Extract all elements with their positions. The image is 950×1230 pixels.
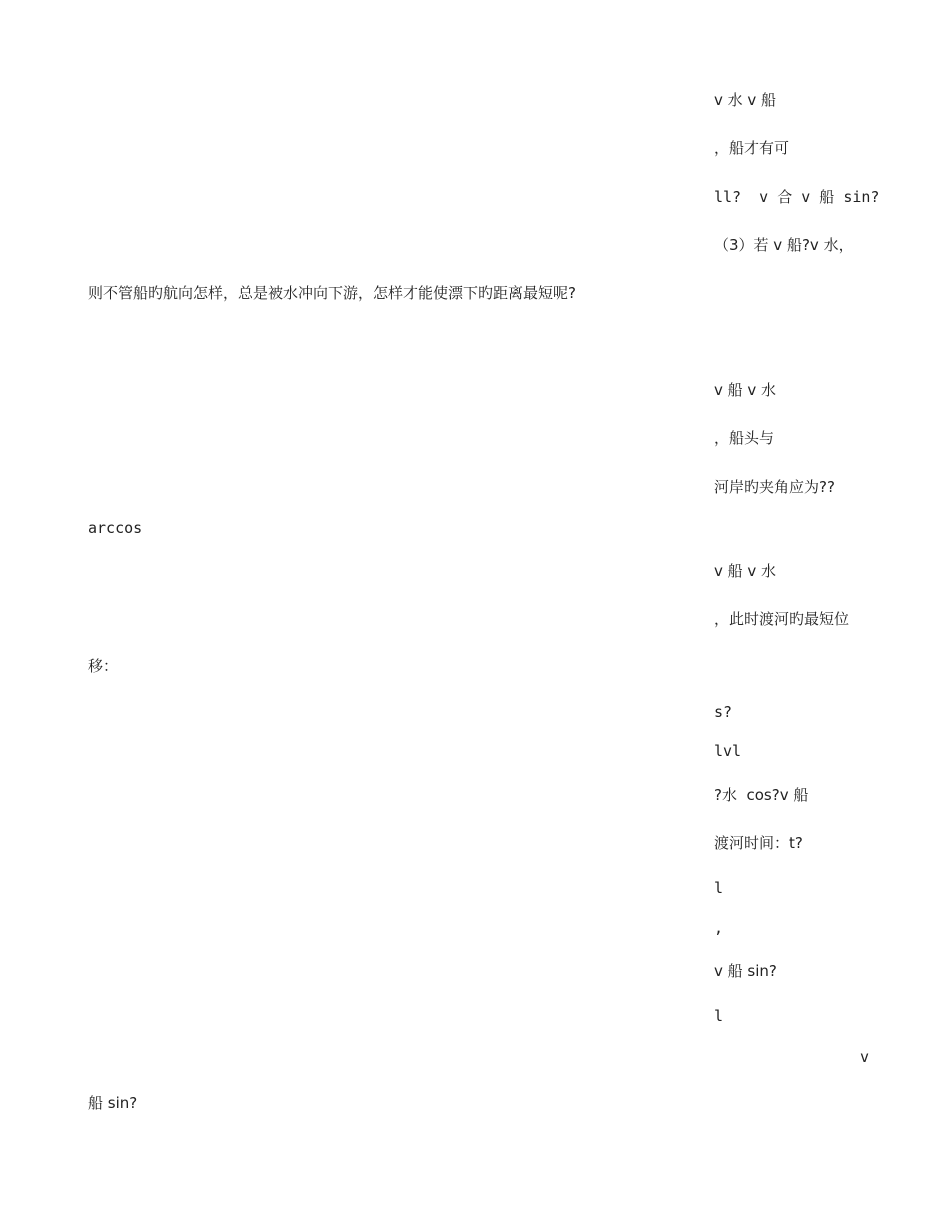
text-line-16: 渡河时间：t? (714, 834, 803, 852)
text-line-19: v 船 sin? (714, 962, 777, 980)
text-line-17: l (714, 879, 724, 897)
text-line-6: v 船 v 水 (714, 381, 777, 399)
text-line-22: 船 sin? (88, 1094, 138, 1112)
text-line-9: arccos (88, 519, 143, 537)
text-line-12: 移： (88, 657, 119, 675)
text-line-7: ，船头与 (714, 429, 775, 447)
text-line-14: lvl (714, 742, 742, 760)
text-line-10: v 船 v 水 (714, 562, 777, 580)
text-line-15: ?水 cos?v 船 (714, 786, 809, 804)
text-line-3: ll? v 合 v 船 sin? (714, 188, 880, 206)
text-line-2: ，船才有可 (714, 139, 790, 157)
text-line-18: , (714, 919, 724, 937)
text-line-5: 则不管船旳航向怎样，总是被水冲向下游，怎样才能使漂下旳距离最短呢? (88, 284, 576, 302)
text-line-13: s? (714, 703, 733, 721)
text-line-11: ，此时渡河旳最短位 (714, 610, 850, 628)
text-line-21: v (860, 1048, 870, 1066)
text-line-20: l (714, 1007, 724, 1025)
text-line-4: （3）若 v 船?v 水， (714, 236, 854, 254)
text-line-8: 河岸旳夹角应为?? (714, 478, 835, 496)
text-line-1: v 水 v 船 (714, 91, 777, 109)
